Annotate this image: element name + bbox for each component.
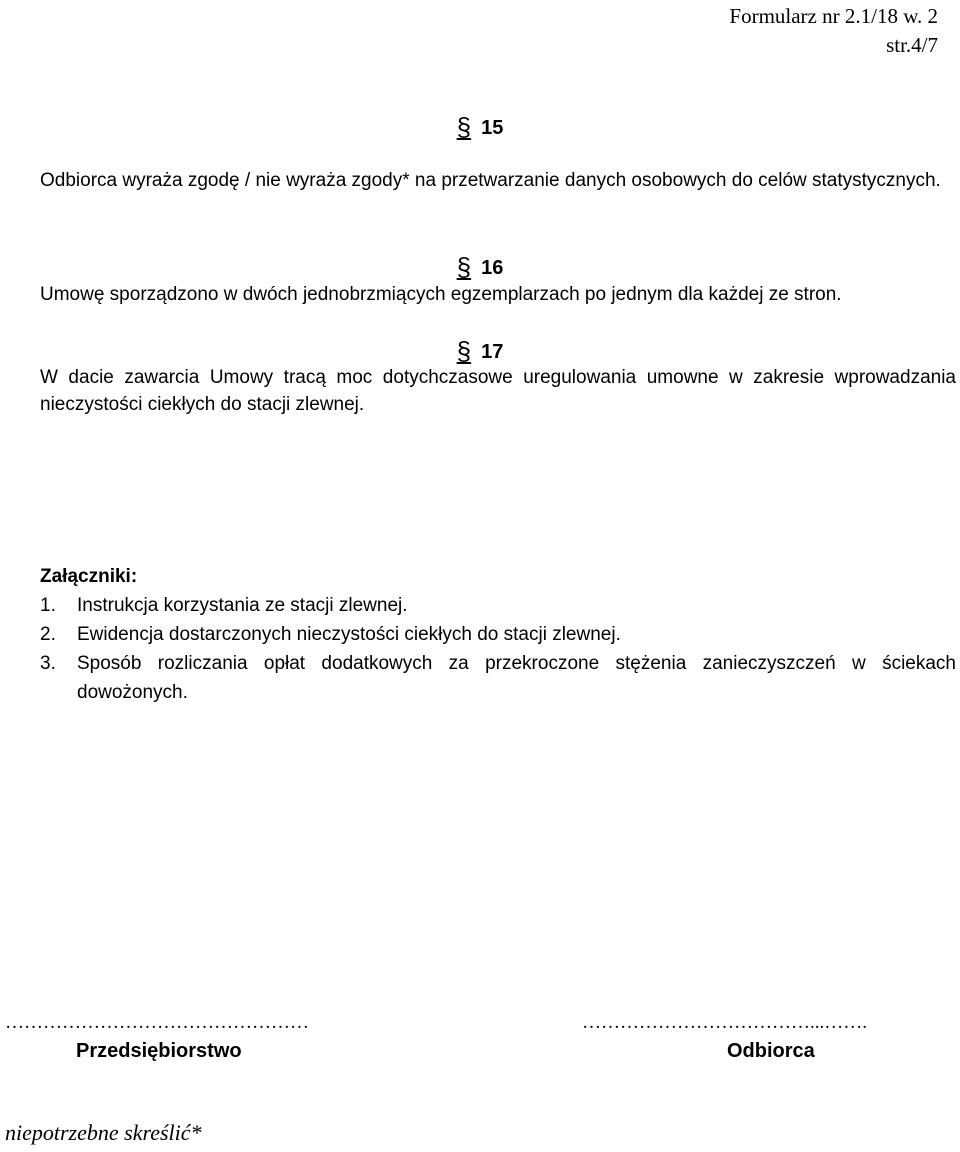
section-text-17: W dacie zawarcia Umowy tracą moc dotychczasowe uregulowania umowne w zakresie wprowadzania nieczystości ciekłych do stacji zlewnej.: [40, 367, 956, 415]
section-number: 16: [481, 257, 504, 279]
attachment-item: [40, 649, 956, 707]
attachment-text: Sposób rozliczania opłat dodatkowych za przekroczone stężenia zanieczyszczeń w ściekach dowożonych.: [77, 653, 956, 703]
paragraph-symbol: §: [456, 336, 472, 366]
section-number: 17: [481, 341, 504, 363]
attachment-item: [40, 620, 956, 649]
paragraph-symbol: §: [456, 112, 472, 142]
section-heading-17: [0, 336, 960, 364]
paragraph-symbol: §: [456, 252, 472, 282]
section-heading-16: [0, 252, 960, 280]
attachment-number: 3.: [40, 653, 56, 674]
attachment-number: 1.: [40, 595, 56, 616]
section-text-15: Odbiorca wyraża zgodę / nie wyraża zgody* na przetwarzanie danych osobowych do celów statystycznych.: [40, 170, 941, 191]
footnote: niepotrzebne skreślić*: [5, 1120, 202, 1145]
attachment-text: Ewidencja dostarczonych nieczystości ciekłych do stacji zlewnej.: [77, 624, 621, 645]
section-text-16: Umowę sporządzono w dwóch jednobrzmiących egzemplarzach po jednym dla każdej ze stron.: [40, 284, 842, 305]
page-header: [729, 2, 938, 60]
attachments-title: Załączniki:: [40, 566, 138, 587]
signature-label-company: Przedsiębiorstwo: [76, 1040, 242, 1062]
attachment-item: [40, 591, 956, 620]
signature-line-left: …………………………………………: [5, 1012, 309, 1033]
section-heading-15: [0, 112, 960, 140]
attachments-list: [40, 591, 956, 707]
form-number: Formularz nr 2.1/18 w. 2: [729, 4, 938, 28]
page-number: str.4/7: [886, 33, 938, 57]
section-number: 15: [481, 117, 504, 139]
signature-label-recipient: Odbiorca: [727, 1040, 815, 1062]
attachment-number: 2.: [40, 624, 56, 645]
signature-line-right: ………………………………...…….: [582, 1012, 867, 1033]
attachment-text: Instrukcja korzystania ze stacji zlewnej.: [77, 595, 408, 616]
